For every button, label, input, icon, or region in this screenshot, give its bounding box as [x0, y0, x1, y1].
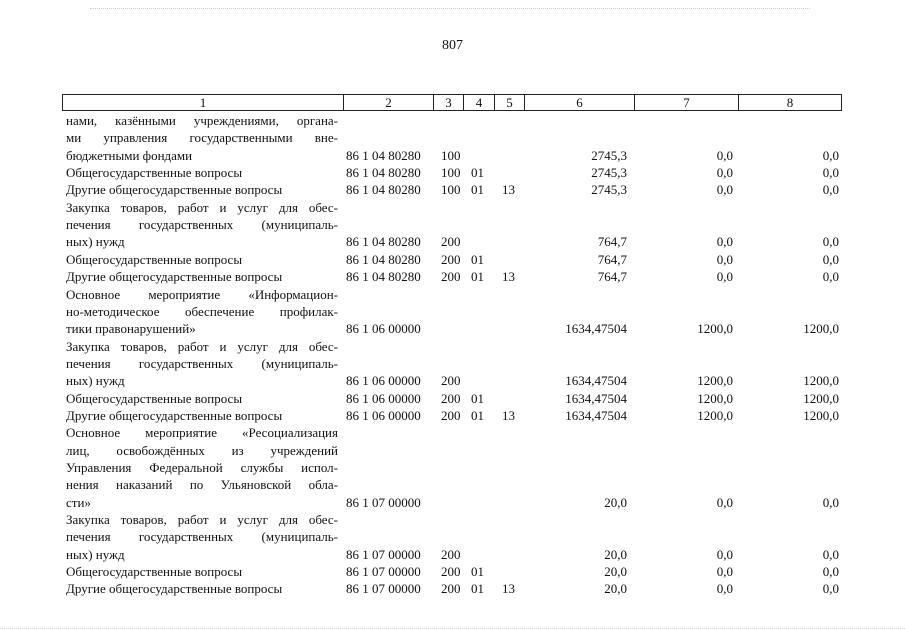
table-row — [0, 407, 905, 424]
header-cell-7: 7 — [635, 95, 739, 110]
amount-year-1: 1634,47504 — [565, 390, 627, 406]
row-name: ных) нужд — [66, 234, 125, 250]
table-row — [0, 494, 905, 511]
amount-year-3: 0,0 — [822, 581, 839, 597]
table-row — [0, 390, 905, 407]
table-row — [0, 199, 905, 216]
amount-year-3: 1200,0 — [803, 407, 839, 423]
row-name: Общегосударственные вопросы — [66, 390, 243, 406]
table-row — [0, 355, 905, 372]
amount-year-1: 20,0 — [604, 494, 627, 510]
target-code: 86 1 04 80280 — [346, 251, 421, 267]
amount-year-1: 2745,3 — [591, 182, 627, 198]
amount-year-1: 1634,47504 — [565, 373, 627, 389]
scan-artifact-top — [90, 8, 810, 10]
header-cell-3: 3 — [434, 95, 464, 110]
table-row — [0, 268, 905, 285]
expense-type: 200 — [441, 390, 461, 406]
table-row — [0, 164, 905, 181]
row-name: нами, казёнными учреждениями, органа- — [66, 113, 338, 128]
amount-year-1: 20,0 — [604, 581, 627, 597]
target-code: 86 1 04 80280 — [346, 269, 421, 285]
target-code: 86 1 04 80280 — [346, 234, 421, 250]
amount-year-2: 0,0 — [716, 147, 733, 163]
section: 01 — [471, 407, 484, 423]
target-code: 86 1 04 80280 — [346, 165, 421, 181]
target-code: 86 1 04 80280 — [346, 147, 421, 163]
table-row — [0, 511, 905, 528]
expense-type: 100 — [441, 182, 461, 198]
row-name: ных) нужд — [66, 373, 125, 389]
expense-type: 200 — [441, 581, 461, 597]
section: 01 — [471, 581, 484, 597]
target-code: 86 1 07 00000 — [346, 564, 421, 580]
amount-year-3: 1200,0 — [803, 390, 839, 406]
amount-year-2: 0,0 — [716, 494, 733, 510]
amount-year-2: 0,0 — [716, 546, 733, 562]
amount-year-2: 0,0 — [716, 269, 733, 285]
row-name: нения наказаний по Ульяновской обла- — [66, 477, 338, 493]
header-cell-8: 8 — [786, 95, 794, 110]
expense-type: 200 — [441, 564, 461, 580]
amount-year-1: 1634,47504 — [565, 407, 627, 423]
subsection: 13 — [502, 182, 515, 198]
table-row — [0, 338, 905, 355]
amount-year-3: 0,0 — [822, 182, 839, 198]
table-header-row — [62, 94, 842, 111]
row-name: сти» — [66, 494, 91, 510]
amount-year-2: 0,0 — [716, 581, 733, 597]
table-row — [0, 476, 905, 493]
amount-year-3: 0,0 — [822, 251, 839, 267]
table-row — [0, 563, 905, 580]
amount-year-3: 1200,0 — [803, 373, 839, 389]
row-name: Основное мероприятие «Информацион- — [66, 286, 338, 302]
expense-type: 200 — [441, 546, 461, 562]
expense-type: 100 — [441, 147, 461, 163]
amount-year-1: 20,0 — [604, 546, 627, 562]
amount-year-1: 20,0 — [604, 564, 627, 580]
target-code: 86 1 07 00000 — [346, 494, 421, 510]
section: 01 — [471, 390, 484, 406]
header-cell-1: 1 — [63, 95, 344, 110]
subsection: 13 — [502, 407, 515, 423]
expense-type: 100 — [441, 165, 461, 181]
row-name: Другие общегосударственные вопросы — [66, 407, 283, 423]
amount-year-3: 0,0 — [822, 494, 839, 510]
row-name: ми управления государственными вне- — [66, 130, 338, 146]
section: 01 — [471, 251, 484, 267]
target-code: 86 1 06 00000 — [346, 407, 421, 423]
row-name: лиц, освобождённых из учреждений — [66, 442, 338, 458]
subsection: 13 — [502, 269, 515, 285]
amount-year-2: 1200,0 — [697, 321, 733, 337]
row-name: печения государственных (муниципаль- — [66, 217, 338, 233]
amount-year-2: 1200,0 — [697, 407, 733, 423]
table-row — [0, 459, 905, 476]
row-name: Другие общегосударственные вопросы — [66, 269, 283, 285]
amount-year-1: 2745,3 — [591, 147, 627, 163]
table-row — [0, 251, 905, 268]
table-row — [0, 286, 905, 303]
target-code: 86 1 06 00000 — [346, 321, 421, 337]
section: 01 — [471, 564, 484, 580]
expense-type: 200 — [441, 251, 461, 267]
header-cell-2: 2 — [344, 95, 434, 110]
row-name: ных) нужд — [66, 546, 125, 562]
amount-year-1: 764,7 — [597, 234, 627, 250]
table-row — [0, 129, 905, 146]
row-name: Общегосударственные вопросы — [66, 564, 243, 580]
table-row — [0, 442, 905, 459]
amount-year-3: 0,0 — [822, 564, 839, 580]
page-number: 807 — [442, 38, 463, 53]
table-row — [0, 233, 905, 250]
table-row — [0, 112, 905, 129]
target-code: 86 1 04 80280 — [346, 182, 421, 198]
amount-year-2: 0,0 — [716, 234, 733, 250]
row-name: Другие общегосударственные вопросы — [66, 182, 283, 198]
amount-year-2: 0,0 — [716, 182, 733, 198]
expense-type: 200 — [441, 269, 461, 285]
header-cell-4: 4 — [464, 95, 495, 110]
table-row — [0, 320, 905, 337]
amount-year-1: 764,7 — [597, 269, 627, 285]
subsection: 13 — [502, 581, 515, 597]
table-row — [0, 424, 905, 441]
amount-year-3: 0,0 — [822, 234, 839, 250]
row-name: Общегосударственные вопросы — [66, 165, 243, 181]
row-name: но-методическое обеспечение профилак- — [66, 303, 338, 319]
target-code: 86 1 06 00000 — [346, 390, 421, 406]
expense-type: 200 — [441, 234, 461, 250]
amount-year-3: 0,0 — [822, 269, 839, 285]
table-row — [0, 546, 905, 563]
section: 01 — [471, 269, 484, 285]
row-name: печения государственных (муниципаль- — [66, 355, 338, 371]
amount-year-3: 1200,0 — [803, 321, 839, 337]
row-name: Другие общегосударственные вопросы — [66, 581, 283, 597]
row-name: Управления Федеральной службы испол- — [66, 460, 338, 475]
amount-year-2: 0,0 — [716, 564, 733, 580]
amount-year-1: 2745,3 — [591, 165, 627, 181]
expense-type: 200 — [441, 407, 461, 423]
row-name: Закупка товаров, работ и услуг для обес- — [66, 199, 338, 215]
row-name: Закупка товаров, работ и услуг для обес- — [66, 512, 338, 528]
row-name: Закупка товаров, работ и услуг для обес- — [66, 338, 338, 354]
amount-year-2: 1200,0 — [697, 390, 733, 406]
amount-year-1: 1634,47504 — [565, 321, 627, 337]
row-name: Общегосударственные вопросы — [66, 251, 243, 267]
table-row — [0, 303, 905, 320]
table-row — [0, 147, 905, 164]
target-code: 86 1 06 00000 — [346, 373, 421, 389]
amount-year-1: 764,7 — [597, 251, 627, 267]
header-cell-5: 5 — [495, 95, 525, 110]
table-row — [0, 181, 905, 198]
table-row — [0, 372, 905, 389]
amount-year-2: 0,0 — [716, 251, 733, 267]
header-cell-6: 6 — [525, 95, 635, 110]
section: 01 — [471, 182, 484, 198]
row-name: печения государственных (муниципаль- — [66, 529, 338, 545]
amount-year-2: 0,0 — [716, 165, 733, 181]
expense-type: 200 — [441, 373, 461, 389]
amount-year-3: 0,0 — [822, 147, 839, 163]
table-row — [0, 580, 905, 597]
table-row — [0, 216, 905, 233]
table-row — [0, 528, 905, 545]
amount-year-3: 0,0 — [822, 165, 839, 181]
scan-artifact-bottom — [0, 628, 905, 630]
amount-year-2: 1200,0 — [697, 373, 733, 389]
section: 01 — [471, 165, 484, 181]
target-code: 86 1 07 00000 — [346, 546, 421, 562]
row-name: тики правонарушений» — [66, 321, 196, 337]
target-code: 86 1 07 00000 — [346, 581, 421, 597]
row-name: бюджетными фондами — [66, 147, 193, 163]
row-name: Основное мероприятие «Ресоциализация — [66, 425, 338, 441]
amount-year-3: 0,0 — [822, 546, 839, 562]
